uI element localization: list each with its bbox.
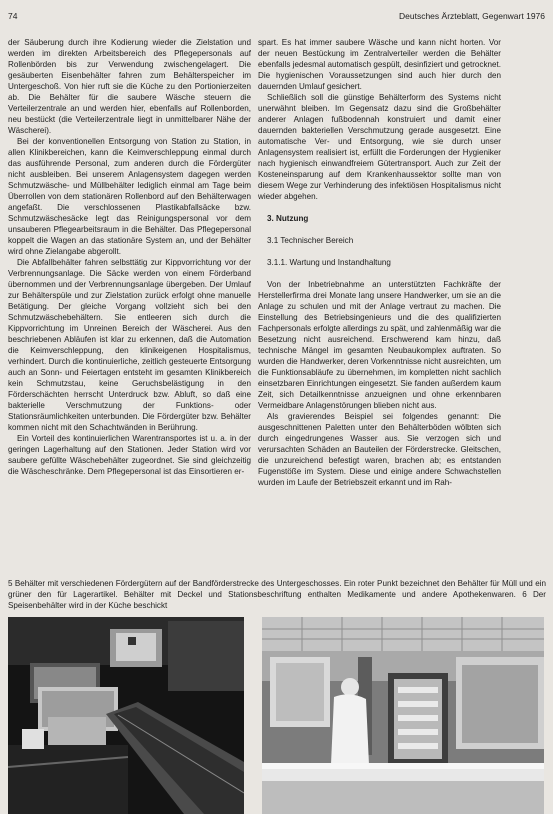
paragraph: spart. Es hat immer saubere Wäsche und kann nicht horten. Vor der neuen Bestückung im Zentralverteiler werden die Behälter ebenfalls jedesmal automatisch gespült, desinfiziert und getrocknet. Die hygienischen Voraussetzungen sind auch hier durch den dauernden Umlauf gesichert.	[258, 38, 501, 91]
paragraph: Die Abfallbehälter fahren selbsttätig zur Kippvorrichtung vor der Verbrennungsanlage. Die Säcke werden von einem Förderband übernommen und der Verbrennungsanlage übergeben. Der Umlauf zur Behälterspüle und zur Zielstation zurück erfolgt ohne manuelle Betätigung. Der gleiche Vorgang vollzieht sich bei den Schmutzwäschebehältern. Sie entleeren sich durch die Kippvorrichtung im Unreinen Bereich der Wäscherei. Aus den beschriebenen Abläufen ist klar zu erkennen, daß die Automation die Keimverschleppung, den klinikeigenen Hospitalismus, verhindert. Durch die kontinuierliche, zeitlich gesteuerte Entsorgung auch an Sonn- und Feiertagen entsteht im gesamten Klinikbereich kein Schmutzstau, keine Geruchsbelästigung in den Förderschächten herrscht Unterdruck bzw. Abluft, so daß eine bakterielle Verschmutzung der Funktions- oder Stationsräumlichkeiten unterbunden. Die Fördergüter bzw. Behälter kommen nicht mit den Schachtwänden in Berührung.	[8, 258, 251, 432]
paragraph: Von der Inbetriebnahme an unterstützten Fachkräfte der Herstellerfirma drei Monate lang unsere Handwerker, um sie an die Anlage zu schulen und mit der Anlage vertraut zu machen. Die Einstellung des Betriebsingenieurs und die des qualifizierten Fachpersonals erfolgte allerdings zu spät, und zahlenmäßig war die Besetzung nicht ausreichend. Erschwerend kam hinzu, daß technische Mängel im gesamten Neubaukomplex auftraten. So wurden die Handwerker, deren Vorkenntnisse nicht ausreichten, um die Funktionsabläufe zu übernehmen, im kompletten nicht sachlich einsetzbaren Einrichtungen eingesetzt. Sie fanden außerdem kaum Zeit, sich Detailkenntnisse anzueignen und ohne erkennbaren Vermeidbare Anlagenstörungen blieben nicht aus.	[258, 280, 501, 410]
page-number: 74	[8, 11, 18, 21]
paragraph: Ein Vorteil des kontinuierlichen Warentransportes ist u. a. in der geringen Lagerhaltung auf den Stationen. Jeder Station wird vor saubere gefüllte Wäschebehälter zugeordnet. Sie sind gleichzeitig die Wäscheschränke. Dem Pflegepersonal ist das Einsortieren er-	[8, 434, 251, 476]
subsubsection-heading: 3.1.1. Wartung und Instandhaltung	[267, 258, 391, 267]
paragraph: Als gravierendes Beispiel sei folgendes genannt: Die ausgeschnittenen Paletten unter den Behälterböden wölbten sich durch eingedrungenes Wasser aus. Sie verzogen sich und verursachten Schäden an Bauteilen der Förderstrecke. Gleitschen, die unzureichend befestigt waren, brachen ab; es entstanden Fugenstöße im System. Diese und einige andere Schwachstellen wurden im Laufe der Betriebszeit erkannt und im Rah-	[258, 412, 501, 487]
journal-title: Deutsches Ärzteblatt, Gegenwart 1976	[399, 11, 545, 21]
section-heading: 3. Nutzung	[267, 214, 309, 223]
left-column	[8, 37, 251, 574]
photo-kitchen-food-container	[262, 617, 544, 814]
page-header	[8, 11, 545, 23]
right-column	[258, 37, 501, 574]
figure-caption: 5 Behälter mit verschiedenen Fördergütern auf der Bandförderstrecke des Untergeschosses. Ein roter Punkt bezeichnet den Behälter für Müll und ein grüner den für Lagerartikel. Behälter mit Deckel und Stationsbeschriftung enthalten Medikamente und andere Apothekenwaren. 6 Der Speisenbehälter wird in der Küche beschickt	[8, 579, 546, 610]
subsection-heading: 3.1 Technischer Bereich	[267, 236, 354, 245]
paragraph: Schließlich soll die günstige Behälterform des Systems nicht unerwähnt bleiben. Im Gegensatz dazu sind die Großbehälter anderer Anlagen fußbodennah konstruiert und damit einer dauernden bakteriellen Verschmutzung gerade ausgesetzt. Eine automatische Ver- und Entsorgung, wie sie durch unser Anlagensystem realisiert ist, erfüllt die Forderungen der Hygieniker nach hygienisch einwandfreiem Gütertransport. Auch zur Zeit der Kosteneinsparung auf dem Krankenhaussektor sollte man von diesem Wege zur Verhinderung des infektiösen Hospitalismus nicht wieder abgehen.	[258, 93, 501, 201]
photo-conveyor-containers	[8, 617, 244, 814]
paragraph: Bei der konventionellen Entsorgung von Station zu Station, in allen Klinikbereichen, kann die Keimverschleppung einmal durch das ausführende Personal, zum anderen durch die Fördergüter nicht ausbleiben. Bei unserem Anlagensystem dagegen werden Schmutzwäsche- und Müllbehälter lediglich einmal am Tage beim Überrollen von dem stationären Rollenbord auf den Behälterwagen angefaßt. Die verschlossenen Plastikabfallsäcke bzw. Schmutzwäschesäcke legt das Reinigungspersonal vor dem unsauberen Pflegearbeitsraum in die Behälter. Das Pflegepersonal koppelt die Wagen an das stationäre System an, und der Behälter wird ohne Zielangabe abgerollt.	[8, 137, 251, 256]
paragraph: der Säuberung durch ihre Kodierung wieder die Zielstation und werden im direkten Arbeitsbereich des Pflegepersonals auf Rollenbörden bis zur Verwendung zwischengelagert. Die gesäuberten Eisenbehälter fahren zum Behälterspeicher im Untergeschoß. Von hier ruft sie die Küche zu den Portionierzeiten ab. Die Behälter für die saubere Wäsche steuern die Verteilerzentrale an und werden hier, ebenfalls auf Rollenborden, neu bestückt (die Verteilerzentrale liegt in unmittelbarer Nähe der Wäscherei).	[8, 38, 251, 135]
